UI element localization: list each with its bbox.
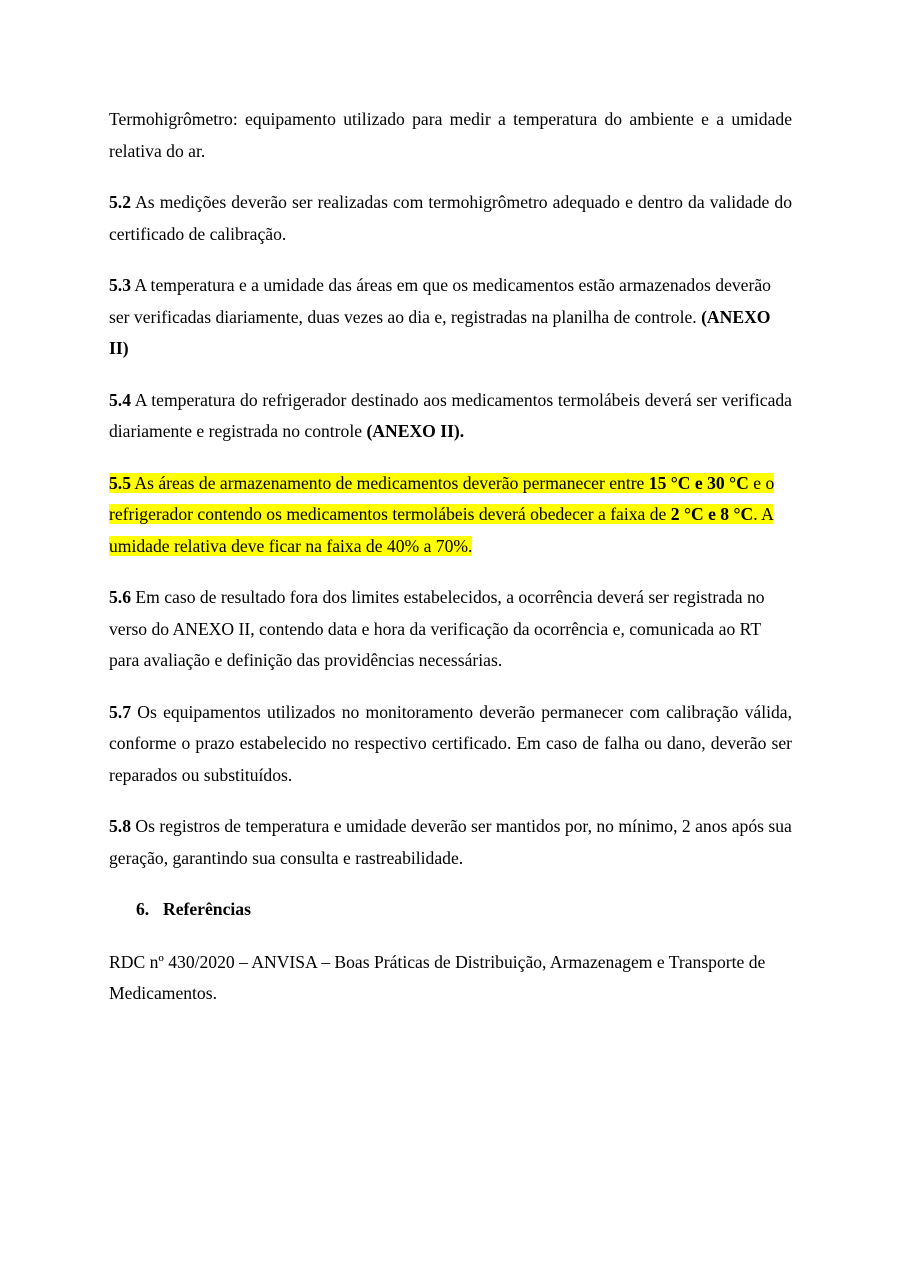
item-5-4 [109,385,792,448]
item-5-3 [109,270,792,365]
item-5-8 [109,811,792,874]
intro-definition [109,104,792,167]
item-number: 5.2 [109,192,131,212]
item-5-6 [109,582,792,677]
item-text: A temperatura do refrigerador destinado aos medicamentos termolábeis deverá ser verificada diariamente e registrada no controle [109,389,792,441]
section-title: Referências [163,899,251,919]
item-number: 5.4 [109,389,131,410]
refrigerator-temperature-range: 2 °C e 8 °C [670,504,754,524]
item-text: Em caso de resultado fora dos limites estabelecidos, a ocorrência deverá ser registrada no verso do ANEXO II, contendo data e hora da verificação da ocorrência e, comunicada ao RT para avaliação e definição das providências necessárias. [109,587,765,670]
item-text: Os registros de temperatura e umidade deverão ser mantidos por, no mínimo, 2 anos após sua geração, garantindo sua consulta e rastreabilidade. [109,816,792,868]
item-number: 5.8 [109,816,131,836]
highlighted-span [109,473,774,556]
item-number: 5.5 [109,472,131,493]
annex-reference: (ANEXO II). [366,421,465,441]
item-text-b: e o refrigerador contendo os medicamentos termolábeis deverá obedecer a faixa de [109,472,775,524]
section-number: 6. [136,899,150,919]
item-text-c: . A umidade relativa deve ficar na faixa de 40% a 70%. [109,504,773,556]
item-text: As medições deverão ser realizadas com termohigrômetro adequado e dentro da validade do certificado de calibração. [109,192,792,244]
item-text: Os equipamentos utilizados no monitoramento deverão permanecer com calibração válida, conforme o prazo estabelecido no respectivo certificado. Em caso de falha ou dano, deverão ser reparados ou substituídos. [109,701,792,785]
intro-text: Termohigrômetro: equipamento utilizado para medir a temperatura do ambiente e a umidade relativa do ar. [109,109,792,161]
item-5-5-highlighted [109,468,792,563]
item-5-7 [109,697,792,792]
item-text-a: As áreas de armazenamento de medicamentos deverão permanecer entre [131,472,649,493]
item-text: A temperatura e a umidade das áreas em que os medicamentos estão armazenados deverão ser verificadas diariamente, duas vezes ao dia e, registradas na planilha de controle. [109,275,771,327]
reference-entry [109,947,792,1010]
storage-temperature-range: 15 °C e 30 °C [648,472,749,493]
item-5-2 [109,187,792,250]
item-number: 5.7 [109,701,131,722]
item-number: 5.3 [109,275,131,295]
section-6-heading [136,894,792,926]
item-number: 5.6 [109,587,131,607]
reference-text: RDC nº 430/2020 – ANVISA – Boas Práticas de Distribuição, Armazenagem e Transporte de Medicamentos. [109,951,766,1003]
annex-reference: (ANEXO II) [109,306,771,358]
document-body [109,104,792,1030]
